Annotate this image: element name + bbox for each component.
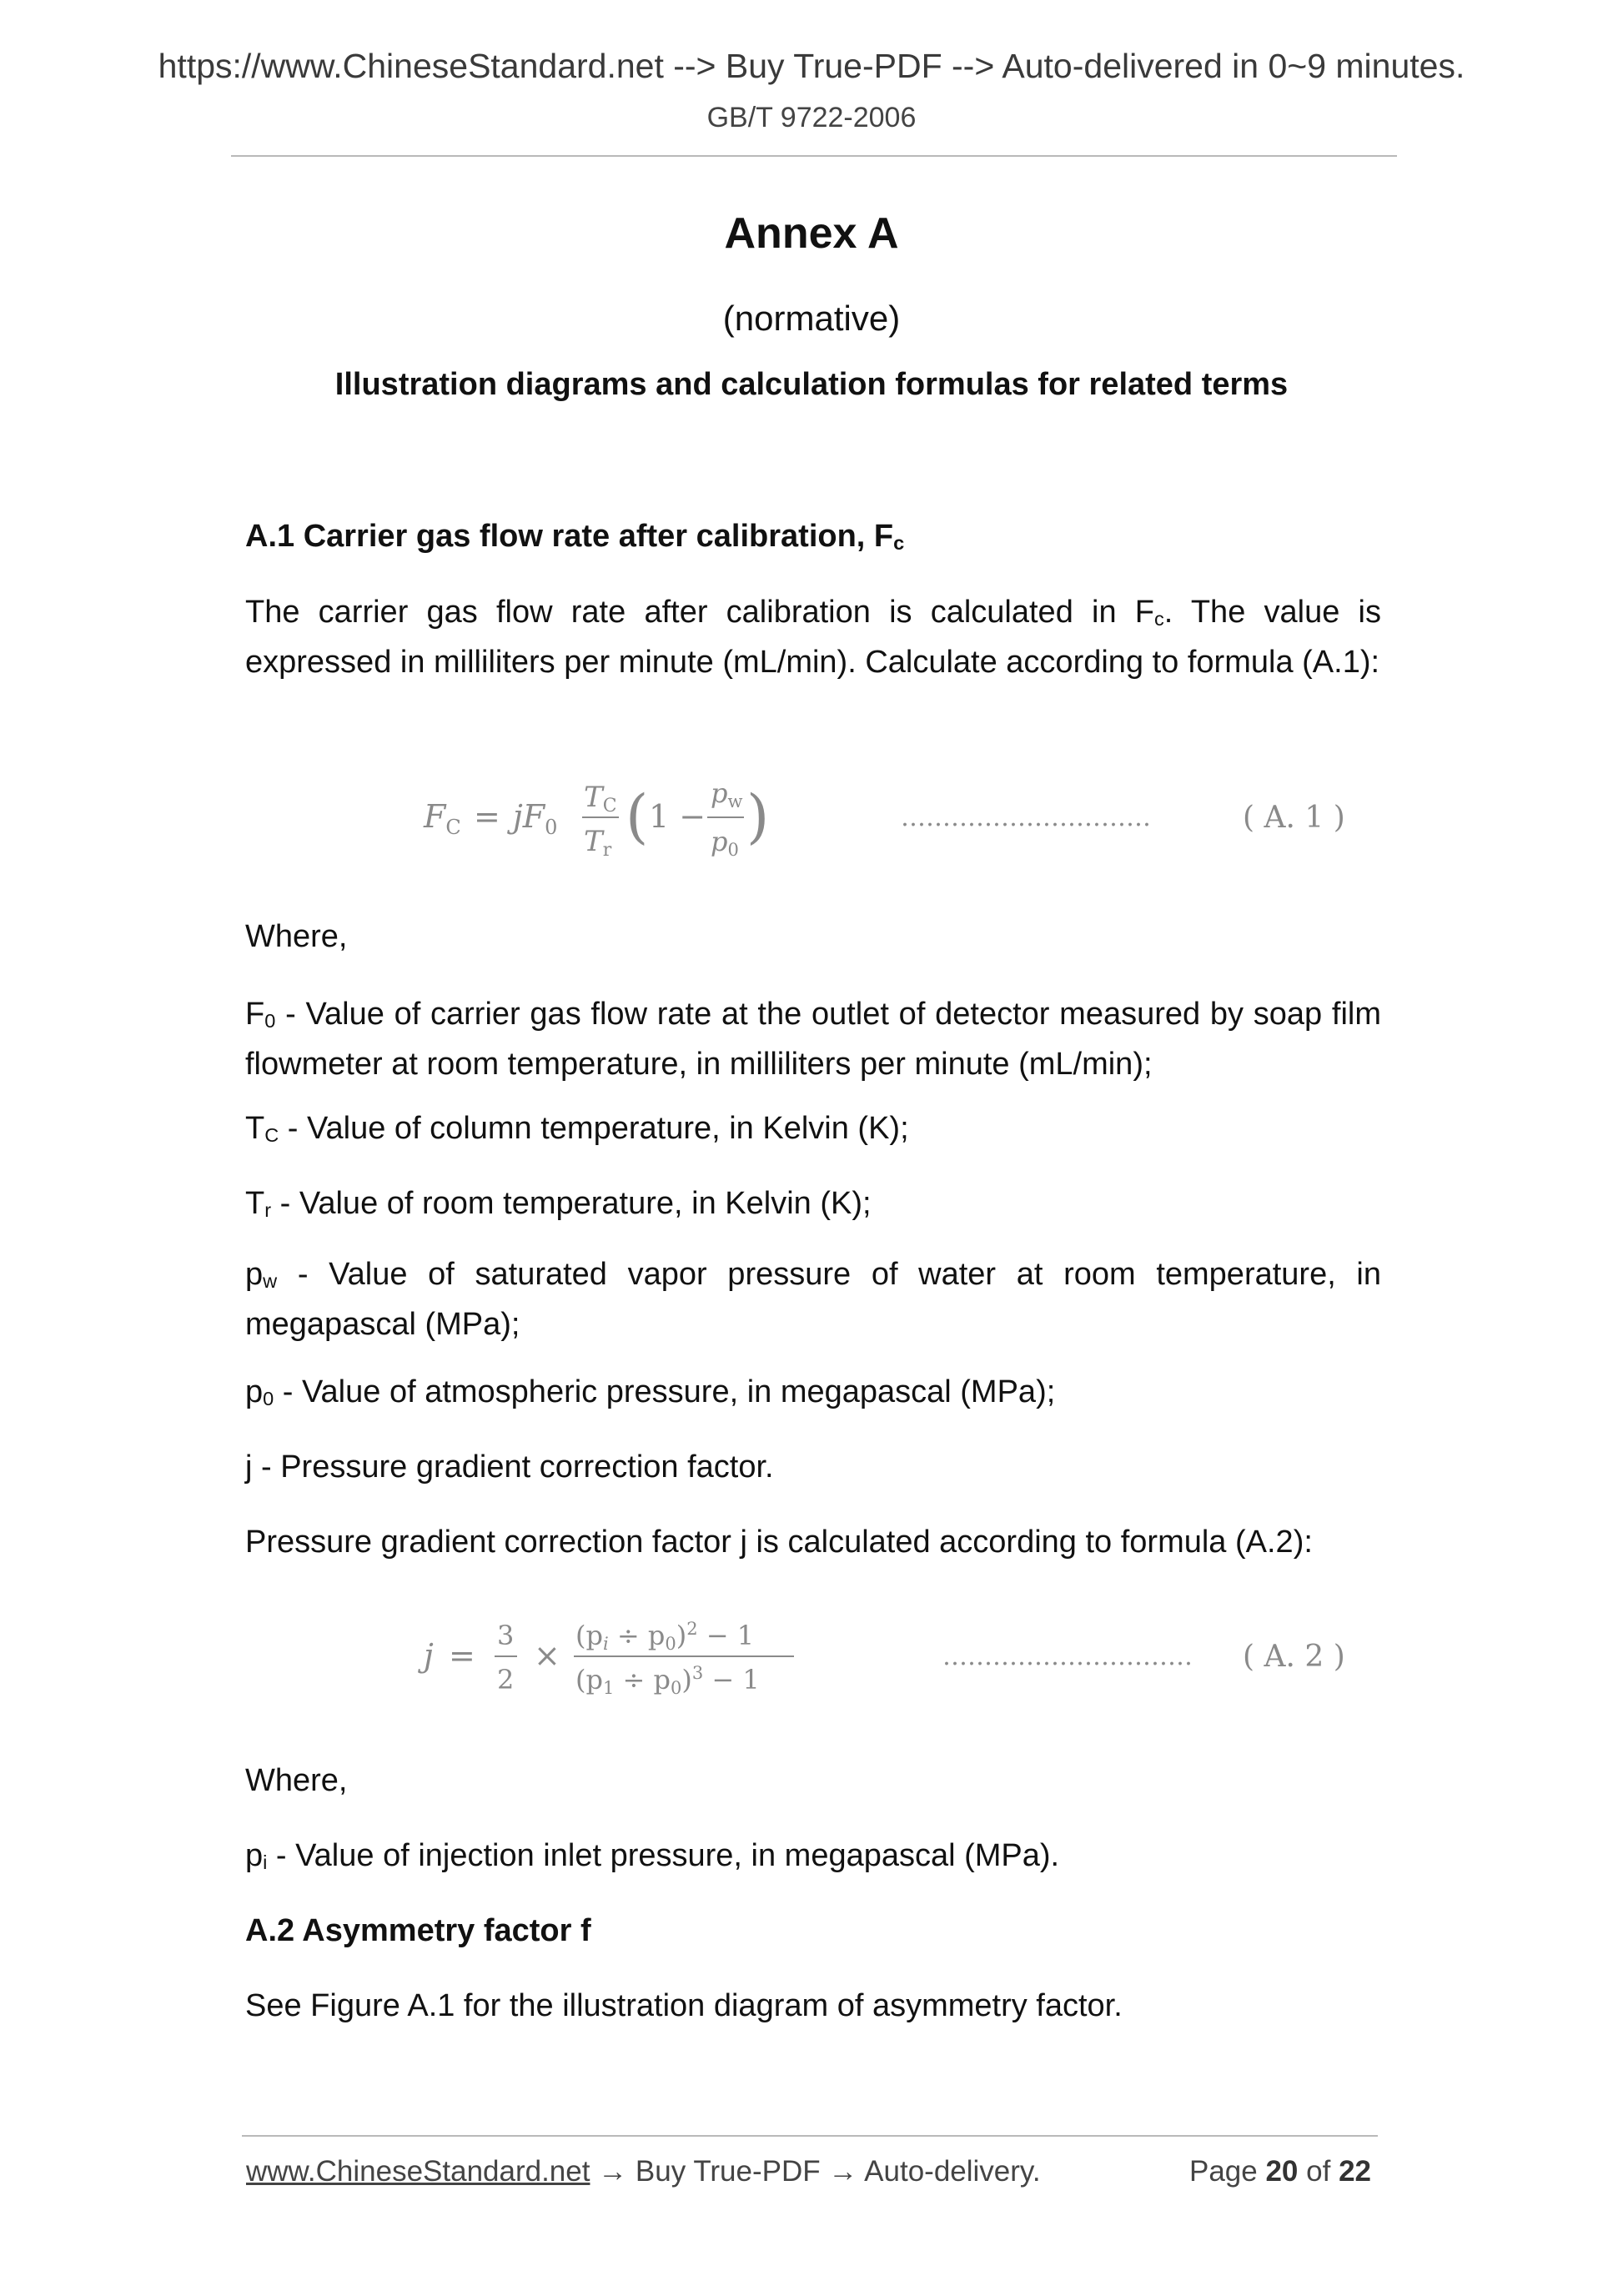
svg-text:=: = xyxy=(474,798,500,835)
def-f0: $F_0$ - Value of carrier gas flow rate at the outlet of detector measured by soap film flowmeter at room temperature, in milliliters per minute (mL/min); xyxy=(245,997,1381,1083)
svg-text:(pi ÷ p0)2 − 1: (pi ÷ p0)$^2$ − 1 xyxy=(575,1619,755,1654)
svg-text:j: j xyxy=(424,1637,434,1674)
svg-text:Tr: Tr xyxy=(584,825,612,861)
svg-text:2: 2 xyxy=(497,1664,515,1696)
svg-text:p0: p0 xyxy=(711,826,739,860)
svg-text:…………………………: ………………………… xyxy=(942,1642,1193,1671)
def-p0: $p_0$ - Value of atmospheric pressure, in megapascal (MPa); xyxy=(245,1374,1056,1410)
svg-text:=: = xyxy=(449,1637,475,1674)
formula-a2 xyxy=(409,1601,1393,1710)
header-url-line: https://www.ChineseStandard.net --> Buy True-PDF --> Auto-delivered in 0~9 minutes. xyxy=(158,47,1465,85)
formula-a1 xyxy=(409,759,1393,867)
section-a2-text: See Figure A.1 for the illustration diagram of asymmetry factor. xyxy=(245,1988,1123,2023)
svg-text:FC: $F_C$ xyxy=(424,798,461,839)
section-a1-heading: A.1 Carrier gas flow rate after calibration, $F_c$ xyxy=(245,519,905,555)
def-pi: $p_i$ - Value of injection inlet pressure, in megapascal (MPa). xyxy=(245,1838,1060,1874)
svg-text:( A. 1 ): ( A. 1 ) xyxy=(1243,801,1345,835)
svg-text:×: × xyxy=(534,1637,560,1674)
def-tc: $T_C$ - Value of column temperature, in Kelvin (K); xyxy=(245,1111,909,1147)
footer-left: www.ChineseStandard.net → Buy True-PDF → Auto-delivery. xyxy=(246,2155,1041,2188)
def-j: j - Pressure gradient correction factor. xyxy=(245,1449,774,1485)
annex-title: Annex A xyxy=(724,209,899,258)
svg-text:1 −: 1 − xyxy=(649,798,706,835)
svg-text:…………………………: ………………………… xyxy=(901,803,1151,832)
svg-text:TC: TC xyxy=(584,781,617,816)
footer-page-number: Page 20 of 22 xyxy=(1188,2155,1371,2188)
svg-text:( A. 2 ): ( A. 2 ) xyxy=(1243,1640,1345,1674)
svg-text:): ) xyxy=(746,782,770,851)
section-a2-heading: A.2 Asymmetry factor f xyxy=(245,1913,591,1948)
def-pw: $p_w$ - Value of saturated vapor pressure of water at room temperature, in megapascal (MPa); xyxy=(245,1257,1381,1343)
header-divider xyxy=(231,155,1397,157)
svg-text:3: 3 xyxy=(497,1620,515,1651)
svg-text:pw: pw xyxy=(711,777,743,811)
where-label-1: Where, xyxy=(245,919,348,954)
annex-subtitle: Illustration diagrams and calculation formulas for related terms xyxy=(334,367,1289,402)
def-tr: $T_r$ - Value of room temperature, in Kelvin (K); xyxy=(245,1186,872,1222)
section-a1-intro: The carrier gas flow rate after calibration is calculated in $F_c$. The value is expressed in milliliters per minute (mL/min). Calculate according to formula (A.1): xyxy=(245,595,1381,681)
footer-site-link[interactable]: www.ChineseStandard.net xyxy=(246,2155,590,2188)
where-label-2: Where, xyxy=(245,1763,348,1798)
annex-type: (normative) xyxy=(722,299,901,338)
j-intro: Pressure gradient correction factor j is calculated according to formula (A.2): xyxy=(245,1525,1313,1560)
svg-text:(: ( xyxy=(626,782,649,851)
svg-text:jF0: $jF_0$ xyxy=(513,798,558,839)
footer-divider xyxy=(242,2135,1378,2137)
header-standard-number: GB/T 9722-2006 xyxy=(706,102,917,133)
svg-text:(p1 ÷ p0)3 − 1: $(p1 \div p0)^3 - 1$ xyxy=(575,1663,760,1698)
